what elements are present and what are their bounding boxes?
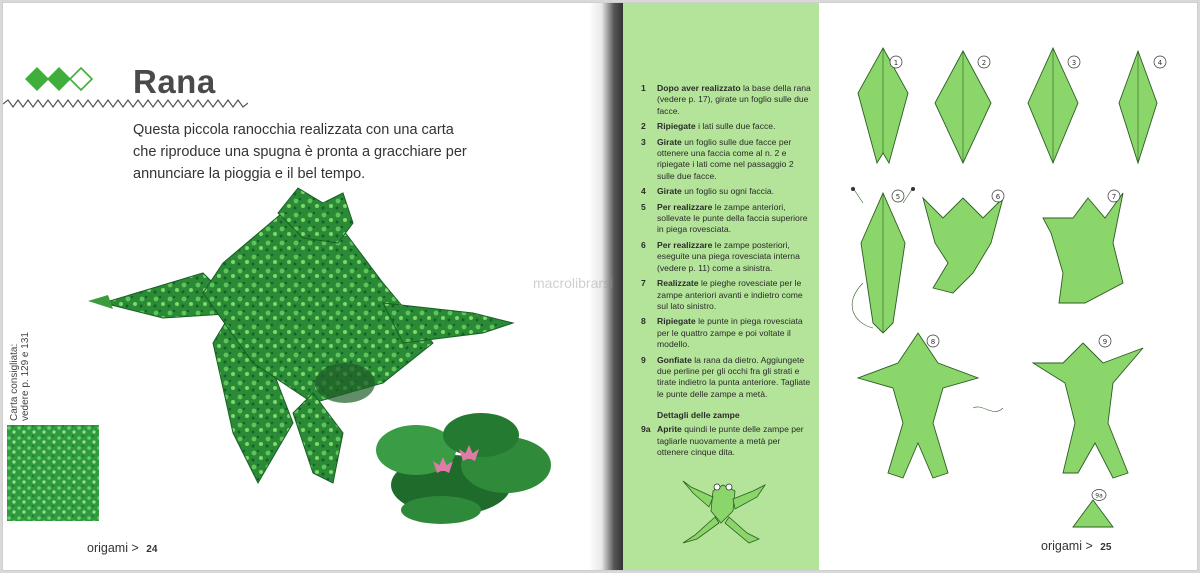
book-spread bbox=[2, 2, 1198, 571]
details-title: Dettagli delle zampe bbox=[657, 410, 740, 421]
step-5: 5 Per realizzare le zampe anteriori, sollevate le punte della faccia superiore in piega rovesciata. bbox=[641, 201, 808, 235]
steps-list bbox=[641, 83, 813, 462]
diagram-label-9: 9 bbox=[1102, 338, 1108, 346]
step-3: 3 Girate un foglio sulle due facce per ottenere una faccia come al n. 2 e ripiegate i lati come nel passaggio 2 sulle due facce. bbox=[641, 136, 794, 181]
step-8: 8 Ripiegate le punte in piega rovesciata per le quattro zampe e poi voltate il modello. bbox=[641, 316, 803, 350]
diagram-label-9a: 9a bbox=[1095, 492, 1103, 500]
diagram-label-2: 2 bbox=[981, 59, 987, 67]
right-page bbox=[623, 3, 1198, 571]
step-6: 6 Per realizzare le zampe posteriori, eseguite una piega rovesciata interna (vedere p. 11) come a sinistra. bbox=[641, 239, 800, 273]
diagram-label-5: 5 bbox=[895, 193, 901, 201]
diamond-ornament-icon bbox=[25, 67, 97, 91]
diagram-label-7: 7 bbox=[1111, 193, 1117, 201]
paper-note-line2: vedere p. 129 e 131 bbox=[20, 332, 31, 421]
page-footer-right: origami > 25 bbox=[1041, 539, 1112, 553]
step-4: 4 Girate un foglio su ogni faccia. bbox=[641, 186, 775, 197]
folding-diagrams bbox=[823, 3, 1198, 571]
recommended-paper-note bbox=[9, 311, 31, 421]
diagram-label-3: 3 bbox=[1071, 59, 1077, 67]
paper-swatch bbox=[7, 425, 99, 521]
step-1: 1 Dopo aver realizzato la base della rana (vedere p. 17), girate un foglio sulle due facce. bbox=[641, 83, 811, 116]
diagram-label-4: 4 bbox=[1157, 59, 1163, 67]
diagram-label-6: 6 bbox=[995, 193, 1001, 201]
watermark: macrolibrarsi bbox=[533, 275, 614, 291]
paper-note-line1: Carta consigliata: bbox=[9, 343, 20, 421]
step-9a: 9a Aprite quindi le punte delle zampe per tagliarle nuovamente a metà per ottenere cinque dita. bbox=[641, 424, 804, 457]
diagram-label-1: 1 bbox=[893, 59, 899, 67]
small-frog-illustration bbox=[673, 477, 773, 547]
page-number-24: 24 bbox=[146, 544, 158, 555]
instructions-column bbox=[623, 3, 819, 571]
diagram-label-8: 8 bbox=[930, 338, 936, 346]
water-lily-photo bbox=[371, 395, 561, 525]
page-title: Rana bbox=[133, 63, 216, 100]
left-page bbox=[3, 3, 599, 571]
intro-text: Questa piccola ranocchia realizzata con una carta che riproduce una spugna è pronta a gracchiare per annunciare la pioggia e il bel tempo. bbox=[133, 122, 467, 182]
step-9: 9 Gonfiate la rana da dietro. Aggiungete due perline per gli occhi fra gli strati e tirate indietro la punta anteriore. Tagliate le punte delle zampe a metà. bbox=[641, 354, 811, 399]
step-7: 7 Realizzate le pieghe rovesciate per le zampe anteriori avanti e indietro come sul lato sinistro. bbox=[641, 278, 803, 311]
step-2: 2 Ripiegate i lati sulle due facce. bbox=[641, 121, 776, 132]
page-footer-left: origami > 24 bbox=[87, 541, 158, 555]
page-number-25: 25 bbox=[1100, 542, 1112, 553]
